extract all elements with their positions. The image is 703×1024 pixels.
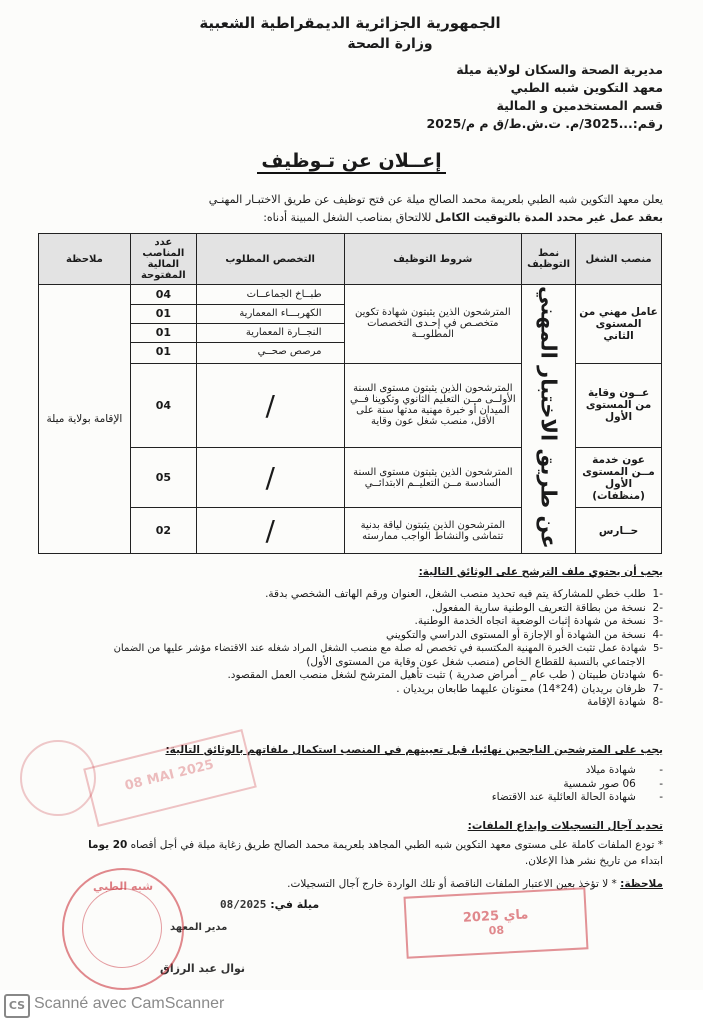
reference-number: رقم:...3025/م. ت.ش.ط/ق م م/2025 bbox=[426, 116, 663, 131]
notes-cell: الإقامة بولاية ميلة bbox=[39, 285, 131, 554]
faded-seal-stamp bbox=[20, 740, 96, 816]
republic-title: الجمهورية الجزائرية الديمقراطية الشعبية bbox=[199, 14, 501, 32]
conditions-cell: المترشحون الذين يثبتون شهادة تكوين متخصـص في إحـدى التخصصات المطلوبــة bbox=[344, 285, 522, 364]
position-cell: حــارس bbox=[576, 508, 662, 554]
conditions-cell: المترشحون الذين يثبتون مستوى السنة الأولــى مــن التعليم الثانوي وتكوينا فــي الميدان أو خبرة مهنية مدتها سنة على الأقل، منصب شغل عون وقاية bbox=[344, 363, 522, 448]
note-line: ملاحظة: * لا تؤخذ بعين الاعتبار الملفات الناقصة أو تلك الواردة خارج آجال التسجيلات. bbox=[287, 878, 663, 890]
scanner-brand-text: Scanné avec CamScanner bbox=[34, 995, 225, 1012]
list-item: -6 شهادتان طبيتان ( طب عام _ أمراض صدرية ) تثبت تأهيل المترشح لشغل منصب العمل المقصود. bbox=[227, 669, 663, 681]
conditions-cell: المترشحون الذين يثبتون لياقة بدنية تتماشى والنشاط الواجب ممارسته bbox=[344, 508, 522, 554]
position-cell: عــون وقاية من المستوى الأول bbox=[576, 363, 662, 448]
positions-table bbox=[38, 233, 662, 554]
mode-cell bbox=[522, 285, 576, 554]
position-cell: عامل مهني من المستوى الثاني bbox=[576, 285, 662, 364]
list-item: -3 نسخة من شهادة إثبات الوضعية اتجاه الخدمة الوطنية. bbox=[414, 615, 663, 627]
camscanner-logo-icon: CS bbox=[4, 994, 30, 1018]
deadline-line-1: * تودع الملفات كاملة على مستوى معهد التكوين شبه الطبي المجاهد بلعريمة محمد الصالح طريق زغاية ميلة في أجل أقصاه 20 يوما bbox=[88, 839, 663, 851]
received-stamp: ماي 2025 08 bbox=[404, 887, 589, 958]
header-count: عدد المناصب المالية المفتوحة bbox=[130, 234, 196, 285]
position-cell: عون خدمة مــن المستوى الأول (منظفات) bbox=[576, 448, 662, 508]
specialty-item: طبــاخ الجماعــات bbox=[197, 286, 344, 305]
signature-title: مدير المعهد bbox=[170, 922, 228, 933]
round-seal-stamp: شبه الطبي bbox=[62, 868, 184, 990]
documents-heading: يجب أن يحتوي ملف الترشح على الوثائق التالية: bbox=[418, 566, 663, 578]
table-row bbox=[39, 285, 662, 364]
list-item: - شهادة ميلاد bbox=[585, 764, 663, 776]
signature-name: نوال عبد الرزاق bbox=[160, 962, 246, 975]
intro-line-1: يعلن معهد التكوين شبه الطبي بلعريمة محمد الصالح ميلة عن فتح توظيف عن طريق الاختبـار المهنـي bbox=[208, 193, 663, 206]
conditions-cell: المترشحون الذين يثبتون مستوى السنة السادسة مــن التعليــم الابتدائــي bbox=[344, 448, 522, 508]
documents-list bbox=[33, 588, 663, 710]
count-item: 01 bbox=[131, 305, 196, 324]
deadline-heading: تحديد آجال التسجيلات وإيداع الملفات: bbox=[467, 820, 663, 832]
count-cell: 05 bbox=[130, 448, 196, 508]
header-mode: نمط التوظيف bbox=[522, 234, 576, 285]
list-item: -7 ظرفان بريديان (24*14) معنونان عليهما طابعان بريديان . bbox=[396, 682, 663, 695]
department-line: قسم المستخدمين و المالية bbox=[496, 98, 663, 113]
count-item: 04 bbox=[131, 286, 196, 305]
header-conditions: شروط التوظيف bbox=[344, 234, 522, 285]
header-position: منصب الشغل bbox=[576, 234, 662, 285]
intro-line-2: بعقد عمل غير محدد المدة بالتوقيت الكامل للالتحاق بمناصب الشغل المبينة أدناه: bbox=[263, 211, 663, 224]
specialty-item: النجــارة المعمارية bbox=[197, 324, 344, 343]
count-item: 01 bbox=[155, 345, 171, 359]
list-item: -1 طلب خطي للمشاركة يتم فيه تحديد منصب الشغل، العنوان ورقم الهاتف الشخصي بدقة. bbox=[265, 588, 663, 600]
specialty-cell: / bbox=[196, 448, 344, 508]
winners-list bbox=[492, 764, 663, 805]
scanner-footer bbox=[0, 990, 703, 1024]
count-cell bbox=[130, 285, 196, 364]
list-item: - 06 صور شمسية bbox=[563, 777, 663, 790]
list-item: -2 نسخة من بطاقة التعريف الوطنية سارية المفعول. bbox=[431, 601, 663, 614]
mode-value: عن طريق الاختبار المهني bbox=[536, 286, 561, 549]
ministry-title: وزارة الصحة bbox=[347, 36, 433, 52]
list-item: -4 نسخة من الشهادة أو الإجازة أو المستوى الدراسي والتكويني bbox=[386, 628, 663, 641]
mid-date-stamp: 08 MAI 2025 bbox=[83, 729, 257, 827]
list-item: الاجتماعي بالنسبة للقطاع الخاص (منصب شغل عون وقاية من المستوى الأول) bbox=[306, 655, 645, 668]
specialty-cell: / bbox=[196, 508, 344, 554]
table-header-row bbox=[39, 234, 662, 285]
count-cell: 04 bbox=[130, 363, 196, 448]
list-item: - شهادة الحالة العائلية عند الاقتضاء bbox=[491, 791, 663, 803]
announcement-title: إعــلان عن تـوظيف bbox=[0, 150, 703, 172]
specialty-cell bbox=[196, 285, 344, 364]
specialty-item: مرصص صحــي bbox=[257, 346, 322, 358]
header-specialty: التخصص المطلوب bbox=[196, 234, 344, 285]
list-item: -8 شهادة الإقامة bbox=[587, 696, 663, 708]
winners-heading: يجب على المترشحين الناجحين نهائيا، قبل تعيينهم في المنصب استكمال ملفاتهم بالوثائق التالية: bbox=[165, 744, 663, 756]
header-notes: ملاحظة bbox=[39, 234, 131, 285]
count-cell: 02 bbox=[130, 508, 196, 554]
directorate-line: مديرية الصحة والسكان لولاية ميلة bbox=[456, 62, 663, 77]
deadline-line-2: ابتداء من تاريخ نشر هذا الإعلان. bbox=[524, 855, 663, 867]
list-item: -5 شهادة عمل تثبت الخبرة المهنية المكتسبة في تخصص له صلة مع منصب الشغل المراد شغله عند الاقتضاء مؤشر عليها من الضمان bbox=[113, 643, 663, 654]
institute-line: معهد التكوين شبه الطبي bbox=[510, 80, 663, 95]
signature-place: ميلة في: 08/2025 bbox=[220, 898, 320, 911]
specialty-cell: / bbox=[196, 363, 344, 448]
count-item: 01 bbox=[131, 324, 196, 343]
specialty-item: الكهربـــاء المعمارية bbox=[197, 305, 344, 324]
